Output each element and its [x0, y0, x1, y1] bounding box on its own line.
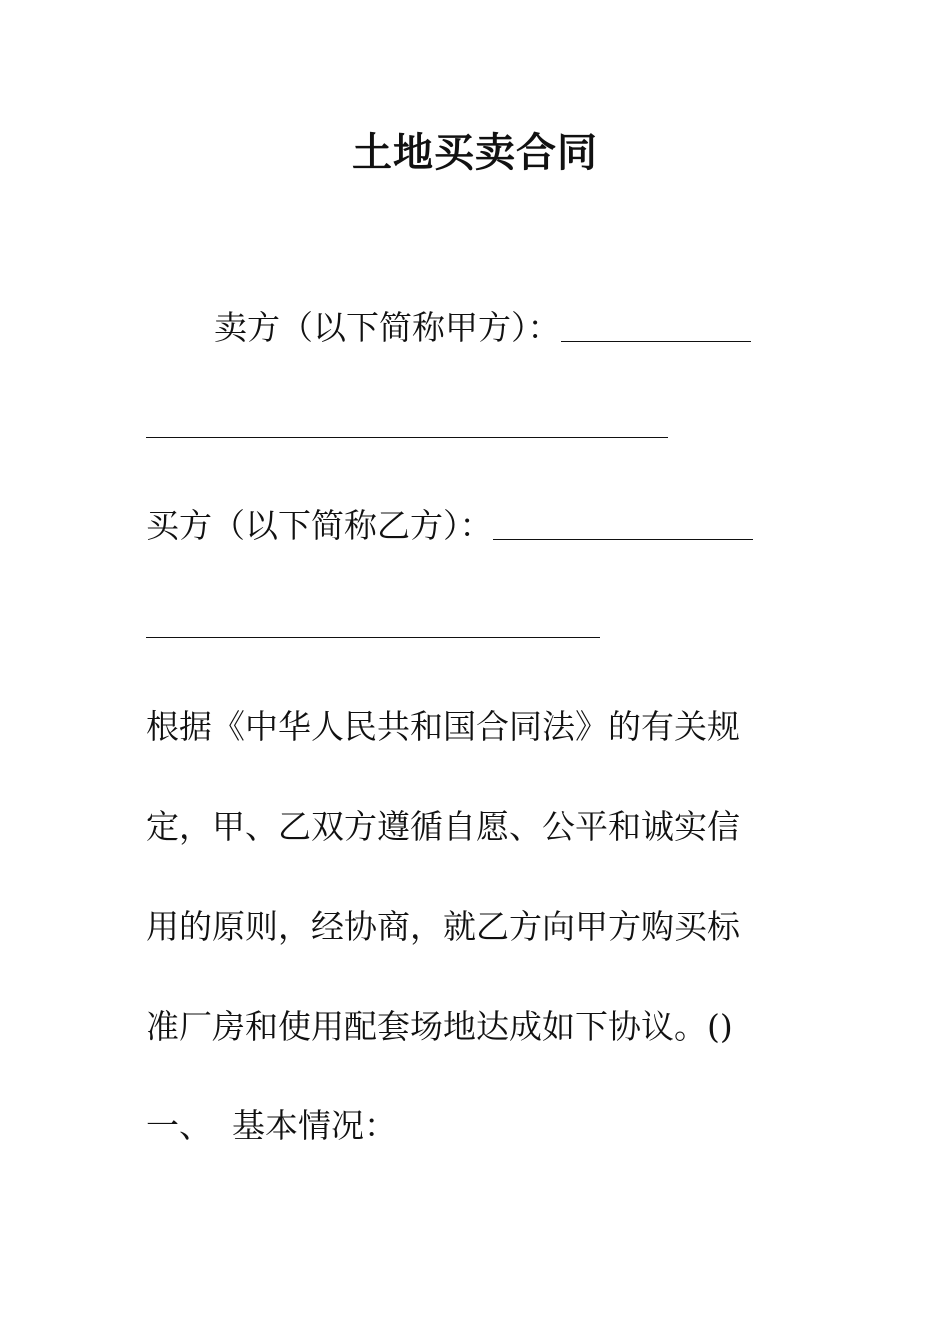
intro-line: 用的原则，经协商，就乙方向甲方购买标 [146, 907, 740, 946]
intro-line: 定，甲、乙双方遵循自愿、公平和诚实信 [146, 807, 740, 846]
buyer-label: 买方（以下简称乙方）： [146, 506, 493, 545]
seller-row [214, 306, 751, 350]
seller-blank [561, 341, 751, 342]
buyer-blank-continuation [146, 637, 600, 638]
document-title: 土地买卖合同 [352, 129, 598, 176]
buyer-row [146, 504, 753, 548]
intro-line: 准厂房和使用配套场地达成如下协议。() [146, 1007, 733, 1046]
seller-blank-continuation [146, 437, 668, 438]
section-number: 一、 [146, 1106, 212, 1145]
intro-line: 根据《中华人民共和国合同法》的有关规 [146, 707, 740, 746]
section-title: 基本情况： [232, 1106, 397, 1145]
seller-label: 卖方（以下简称甲方）： [214, 308, 561, 347]
buyer-blank [493, 539, 753, 540]
section-heading [146, 1104, 397, 1148]
